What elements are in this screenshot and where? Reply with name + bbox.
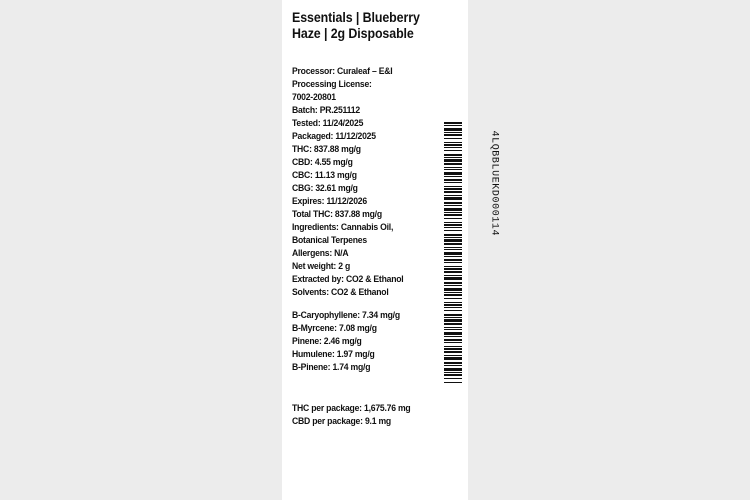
detail-line: Packaged: 11/12/2025 [292,131,376,142]
barcode-bars [444,122,462,384]
detail-line: THC: 837.88 mg/g [292,144,361,155]
terpene-line: Pinene: 2.46 mg/g [292,336,362,347]
detail-line: Extracted by: CO2 & Ethanol [292,274,404,285]
barcode [444,122,462,384]
product-details [292,65,418,299]
product-label [282,0,500,500]
package-totals [292,402,427,428]
detail-line: CBC: 11.13 mg/g [292,170,357,181]
detail-line: Botanical Terpenes [292,235,367,246]
detail-line: Ingredients: Cannabis Oil, [292,222,394,233]
terpene-line: B-Pinene: 1.74 mg/g [292,362,371,373]
terpene-line: B-Myrcene: 7.08 mg/g [292,323,377,334]
barcode-text: 4LQBBLUEKD000114 [488,130,500,237]
terpene-line: Humulene: 1.97 mg/g [292,349,375,360]
detail-line: CBG: 32.61 mg/g [292,183,358,194]
detail-line: Processing License: [292,79,372,90]
detail-line: Allergens: N/A [292,248,349,259]
terpene-list [292,309,418,374]
detail-line: CBD: 4.55 mg/g [292,157,353,168]
detail-line: Expires: 11/12/2026 [292,196,367,207]
detail-line: Processor: Curaleaf – E&I [292,66,393,77]
detail-line: 7002-20801 [292,92,336,103]
product-title: Essentials | Blueberry Haze | 2g Disposable [292,10,420,41]
terpene-line: B-Caryophyllene: 7.34 mg/g [292,310,400,321]
detail-line: Total THC: 837.88 mg/g [292,209,382,220]
detail-line: Net weight: 2 g [292,261,351,272]
thc-per-package: THC per package: 1,675.76 mg [292,403,411,414]
detail-line: Batch: PR.251112 [292,105,360,116]
detail-line: Solvents: CO2 & Ethanol [292,287,389,298]
cbd-per-package: CBD per package: 9.1 mg [292,416,391,427]
detail-line: Tested: 11/24/2025 [292,118,364,129]
